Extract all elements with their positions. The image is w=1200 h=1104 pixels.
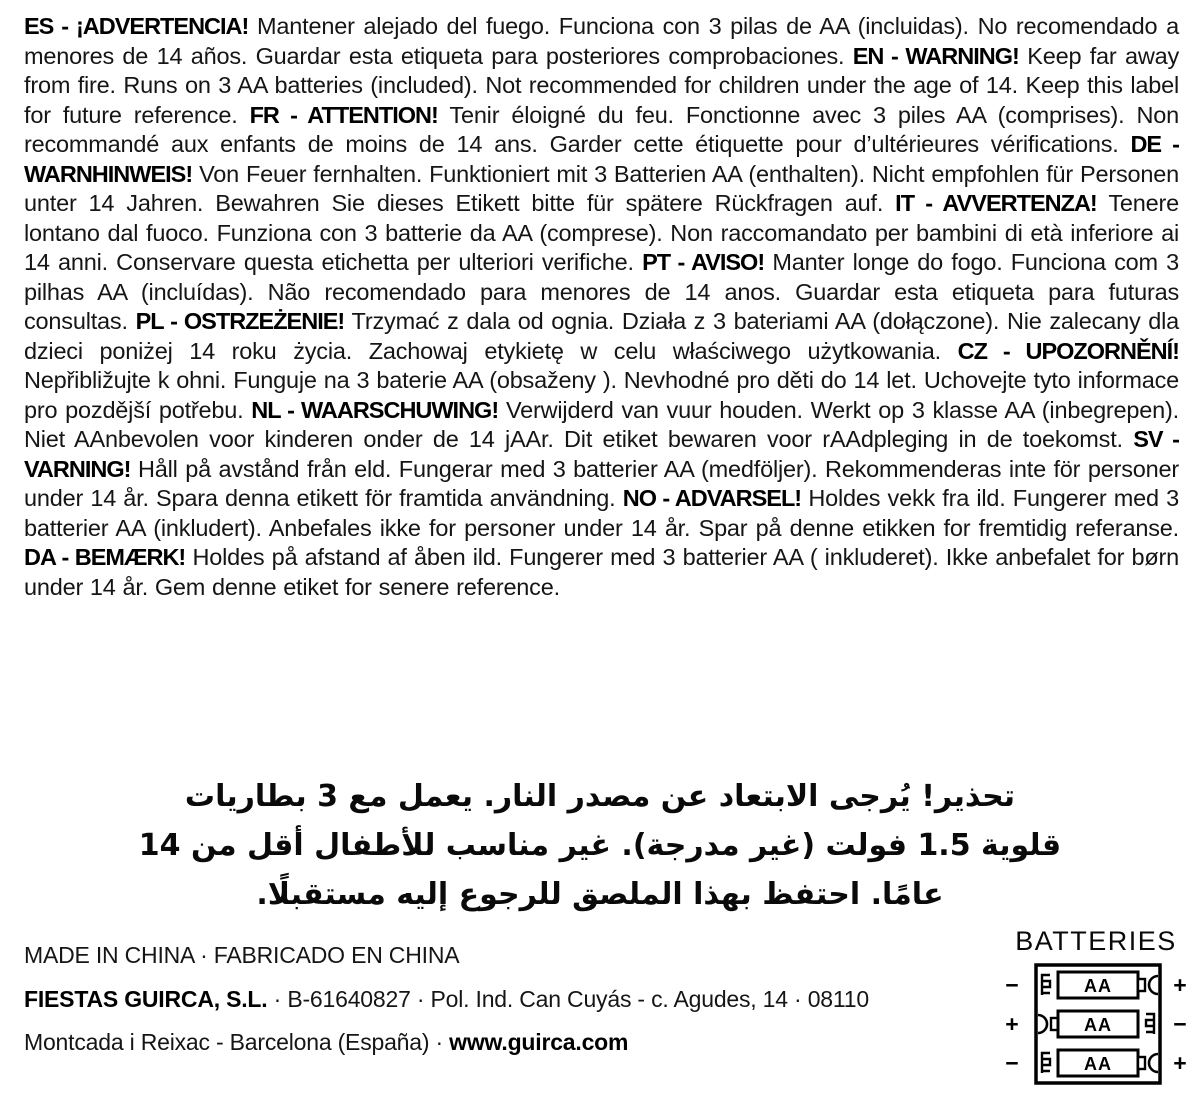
arabic-warning-block [120,772,1080,919]
spring-contact-icon [1146,1014,1154,1034]
arabic-warning-line: تحذير! يُرجى الابتعاد عن مصدر النار. يعمل مع 3 بطاريات [184,779,1016,814]
warning-text-run: Tenere lontano dal fuoco. Funziona con 3 batterie da AA (comprese). Non raccomandato per bambini di età inferiore ai 14 anni. Conservare questa etichetta per ulteriori verifiche. [24,190,1179,275]
language-warning-tag: NO - ADVARSEL! [622,485,802,511]
language-warning-tag: NL - WAARSCHUWING! [251,396,499,423]
warning-text-run: Manter longe do fogo. Funciona com 3 pilhas AA (incluídas). Não recomendado para menores de 14 anos. Guardar esta etiqueta para futuras consultas. [24,249,1179,334]
language-warning-tag: PT - AVISO! [642,249,765,275]
arabic-warning-line: قلوية 1.5 فولت (غير مدرجة). غير مناسب للأطفال أقل من 14 [138,828,1062,863]
battery-terminal-nub [1138,979,1145,991]
battery-terminal-nub [1138,1057,1145,1069]
polarity-sign: − [1005,972,1019,998]
flat-contact-icon [1149,1054,1158,1072]
arabic-warning-line: عامًا. احتفظ بهذا الملصق للرجوع إليه مستقبلًا. [256,877,944,912]
language-warning-tag: PL - OSTRZEŻENIE! [135,308,345,334]
language-warning-tag: IT - AVVERTENZA! [895,190,1097,216]
language-warning-tag: FR - ATTENTION! [249,101,438,128]
multilingual-warning-paragraph [24,12,1179,602]
warning-text-run: Håll på avstånd från eld. Fungerar med 3 batterier AA (medföljer). Rekommenderas inte för personer under 14 år. Spara denna etikett för framtida användning. [24,455,1179,511]
flat-contact-icon [1038,1015,1047,1033]
flat-contact-icon [1149,976,1158,994]
warning-text-run: Keep far away from fire. Runs on 3 AA batteries (included). Not recommended for children under the age of 14. Keep this label for future reference. [24,42,1180,128]
warning-text-run: Von Feuer fernhalten. Funktioniert mit 3 Batterien AA (enthalten). Nicht empfohlen für Personen unter 14 Jahren. Bewahren Sie dieses Etikett bitte für spätere Rückfragen auf. [24,160,1179,216]
warning-text-run: Holdes på afstand af åben ild. Fungerer med 3 batterier AA ( inkluderet). Ikke anbefalet for børn under 14 år. Gem denne etiket for senere reference. [24,544,1179,600]
company-registration: · B-61640827 · Pol. Ind. Can Cuyás - c. Agudes, 14 · 08110 [267,985,869,1012]
language-warning-tag: SV - VARNING! [24,426,1179,482]
language-warning-tag: ES - ¡ADVERTENCIA! [24,13,249,39]
polarity-sign: + [1173,1050,1187,1076]
warning-text-run: Tenir éloigné du feu. Fonctionne avec 3 piles AA (comprises). Non recommandé aux enfants de moins de 14 ans. Garder cette étiquette pour d’ultérieures vérifications. [24,101,1179,157]
battery-diagram [998,926,1194,1089]
polarity-sign: − [1005,1050,1019,1076]
made-in-line: MADE IN CHINA · FABRICADO EN CHINA [24,942,460,968]
warning-text-run: Holdes vekk fra ild. Fungerer med 3 batterier AA (inkludert). Anbefales ikke for personer under 14 år. Spar på denne etikken for fremtidig referanse. [24,485,1179,541]
website-text: www.guirca.com [449,1029,629,1055]
battery-compartment-icon [998,961,1194,1089]
language-warning-tag: CZ - UPOZORNĚNÍ! [957,337,1179,364]
company-name: FIESTAS GUIRCA, S.L. [24,985,268,1012]
address-line [24,1029,984,1055]
language-warning-tag: EN - WARNING! [852,42,1019,69]
company-line [24,986,984,1012]
warning-text-run: Trzymać z dala od ognia. Działa z 3 bateriami AA (dołączone). Nie zalecany dla dzieci poniżej 14 roku życia. Zachowaj etykietę w celu właściwego użytkowania. [24,308,1180,364]
warning-text-run: Verwijderd van vuur houden. Werkt op 3 klasse AA (inbegrepen). Niet AAnbevolen voor kinderen onder de 14 jAAr. Dit etiket bewaren voor rAAdpleging in de toekomst. [24,396,1179,452]
battery-cell-label: AA [1084,976,1112,996]
batteries-title: BATTERIES [1015,926,1177,956]
language-warning-tag: DE - WARNHINWEIS! [24,131,1179,187]
polarity-sign: + [1005,1011,1019,1037]
polarity-sign: − [1173,1011,1187,1037]
spring-contact-icon [1042,1053,1050,1073]
spring-contact-icon [1042,975,1050,995]
warning-text-run: Mantener alejado del fuego. Funciona con 3 pilas de AA (incluidas). No recomendado a menores de 14 años. Guardar esta etiqueta para posteriores comprobaciones. [24,13,1179,69]
warning-text-run: Nepřibližujte k ohni. Funguje na 3 baterie AA (obsaženy ). Nevhodné pro děti do 14 let. Uchovejte tyto informace pro pozdější potřebu. [24,367,1179,423]
battery-cell-label: AA [1084,1015,1112,1035]
language-warning-tag: DA - BEMÆRK! [24,544,186,570]
battery-cell-label: AA [1084,1054,1112,1074]
address-text: Montcada i Reixac - Barcelona (España) · [24,1029,450,1055]
manufacturer-info [24,942,984,1073]
polarity-sign: + [1173,972,1187,998]
